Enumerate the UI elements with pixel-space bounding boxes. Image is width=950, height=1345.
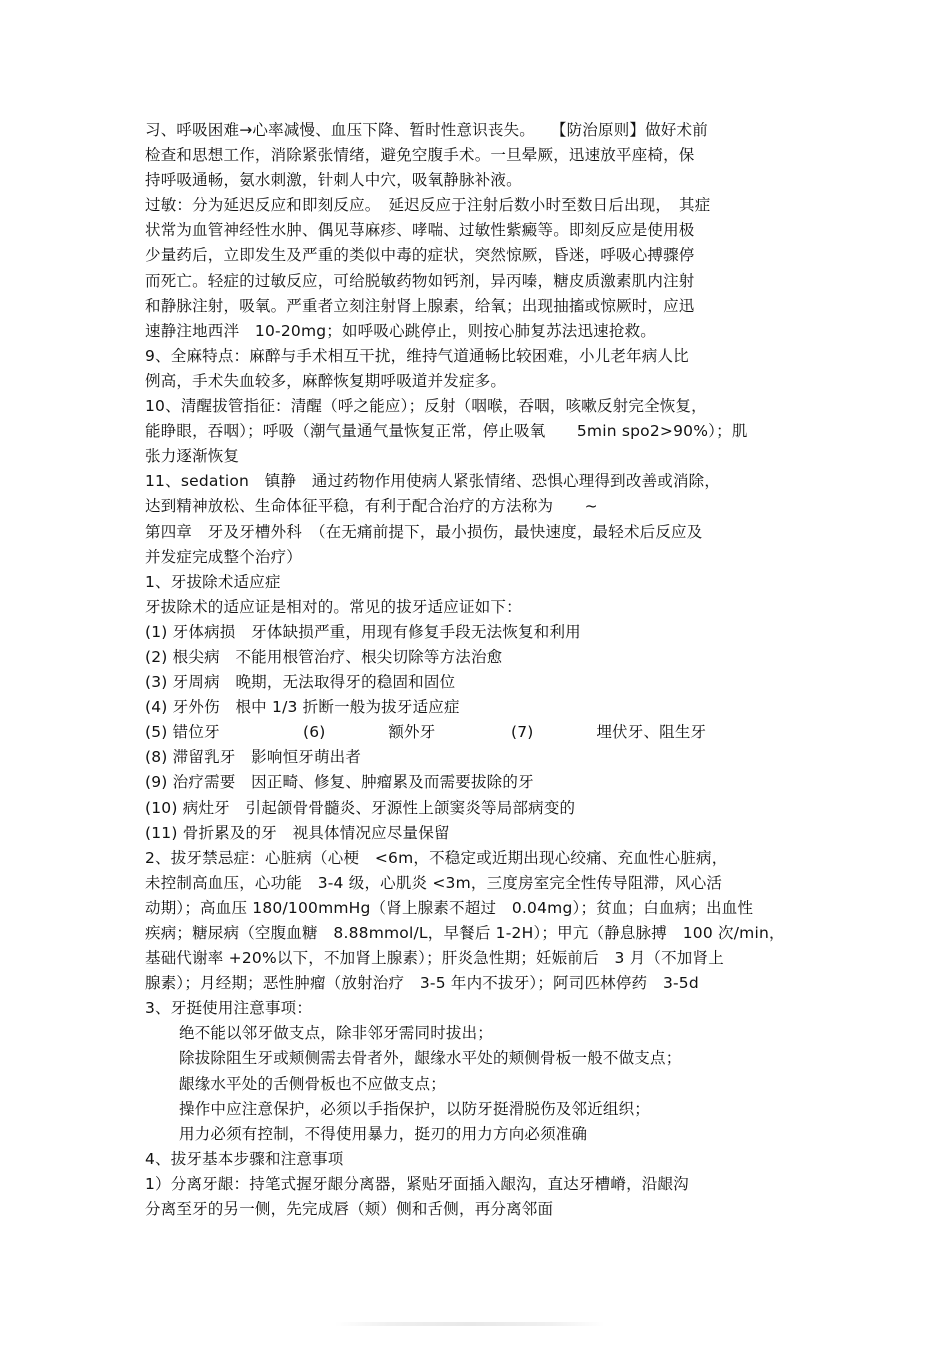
text-line: 而死亡。轻症的过敏反应，可给脱敏药物如钙剂，异丙嗪，糖皮质激素肌内注射	[145, 271, 695, 290]
text-line: (3) 牙周病 晚期，无法取得牙的稳固和固位	[145, 673, 456, 692]
text-line: 例高，手术失血较多，麻醉恢复期呼吸道并发症多。	[145, 371, 507, 390]
text-line: 疾病；糖尿病（空腹血糖 8.88mmol/L，早餐后 1-2H）；甲亢（静息脉搏 100 次/min，	[145, 924, 785, 942]
text-line: 检查和思想工作，消除紧张情绪，避免空腹手术。一旦晕厥，迅速放平座椅，保	[145, 146, 695, 165]
text-line: 10、清醒拔管指征：清醒（呼之能应）；反射（咽喉，吞咽，咳嗽反射完全恢复，	[145, 397, 707, 416]
text-line: 1、牙拔除术适应症	[145, 572, 281, 591]
text-line: 绝不能以邻牙做支点，除非邻牙需同时拔出；	[179, 1024, 494, 1043]
text-line: 基础代谢率 +20%以下，不加肾上腺素）；肝炎急性期；妊娠前后 3 月（不加肾上	[145, 949, 724, 968]
paragraph-block	[145, 118, 815, 720]
indication-row-5-7: (5) 错位牙 (6) 额外牙 (7) 埋伏牙、阻生牙	[145, 720, 815, 745]
text-line: 达到精神放松、生命体征平稳，有利于配合治疗的方法称为 ~	[145, 497, 598, 516]
text-line: 未控制高血压，心功能 3-4 级，心肌炎 <3m，三度房室完全性传导阻滞，风心活	[145, 873, 723, 892]
text-line: 除拔除阻生牙或颊侧需去骨者外，龈缘水平处的颊侧骨板一般不做支点；	[179, 1049, 682, 1068]
indication-6: (6) 额外牙	[303, 723, 436, 742]
text-line: 3、牙挺使用注意事项：	[145, 999, 313, 1018]
text-line: 牙拔除术的适应证是相对的。常见的拔牙适应证如下：	[145, 597, 522, 616]
text-line: 11、sedation 镇静 通过药物作用使病人紧张情绪、恐惧心理得到改善或消除，	[145, 472, 721, 491]
indication-5: (5) 错位牙	[145, 723, 220, 742]
text-line: (10) 病灶牙 引起颌骨骨髓炎、牙源性上颌窦炎等局部病变的	[145, 798, 576, 817]
text-line: 操作中应注意保护，必须以手指保护，以防牙挺滑脱伤及邻近组织；	[179, 1099, 651, 1118]
text-line: 2、拔牙禁忌症：心脏病（心梗 <6m，不稳定或近期出现心绞痛、充血性心脏病，	[145, 848, 728, 867]
text-line: (4) 牙外伤 根中 1/3 折断一般为拔牙适应症	[145, 698, 460, 717]
text-line: 1）分离牙龈：持笔式握牙龈分离器，紧贴牙面插入龈沟，直达牙槽嵴，沿龈沟	[145, 1174, 689, 1193]
text-line: 状常为血管神经性水肿、偶见荨麻疹、哮喘、过敏性紫癜等。即刻反应是使用极	[145, 221, 695, 240]
text-line: 张力逐渐恢复	[145, 447, 240, 466]
document-body	[145, 118, 815, 1222]
text-line: 分离至牙的另一侧，先完成唇（颊）侧和舌侧，再分离邻面	[145, 1200, 554, 1219]
text-line: 并发症完成整个治疗）	[145, 547, 303, 566]
text-line: 动期）；高血压 180/100mmHg（肾上腺素不超过 0.04mg）；贫血；白血病；出血性	[145, 898, 754, 917]
text-line: (2) 根尖病 不能用根管治疗、根尖切除等方法治愈	[145, 647, 503, 666]
text-line: (1) 牙体病损 牙体缺损严重，用现有修复手段无法恢复和利用	[145, 622, 581, 641]
paragraph-block	[145, 745, 815, 1021]
text-line: 能睁眼，吞咽）；呼吸（潮气量通气量恢复正常，停止吸氧 5min spo2>90%）；肌	[145, 422, 748, 441]
text-line: 和静脉注射，吸氧。严重者立刻注射肾上腺素，给氧；出现抽搐或惊厥时，应迅	[145, 296, 695, 315]
text-line: (11) 骨折累及的牙 视具体情况应尽量保留	[145, 823, 450, 842]
text-line: 用力必须有控制，不得使用暴力，挺刃的用力方向必须准确	[179, 1124, 588, 1143]
text-line: 速静注地西泮 10-20mg；如呼吸心跳停止，则按心肺复苏法迅速抢救。	[145, 321, 656, 340]
text-line: 习、呼吸困难→心率减慢、血压下降、暂时性意识丧失。 【防治原则】做好术前	[145, 121, 708, 139]
text-line: 第四章 牙及牙槽外科 （在无痛前提下，最小损伤，最快速度，最轻术后反应及	[145, 522, 703, 541]
paragraph-block	[145, 1147, 815, 1222]
text-line: 腺素）；月经期；恶性肿瘤（放射治疗 3-5 年内不拔牙）；阿司匹林停药 3-5d	[145, 974, 699, 993]
text-line: (9) 治疗需要 因正畸、修复、肿瘤累及而需要拔除的牙	[145, 773, 534, 792]
text-line: 过敏：分为延迟反应和即刻反应。 延迟反应于注射后数小时至数日后出现， 其症	[145, 196, 711, 215]
text-line: (8) 滞留乳牙 影响恒牙萌出者	[145, 748, 362, 767]
text-line: 4、拔牙基本步骤和注意事项	[145, 1149, 344, 1168]
text-line: 少量药后，立即发生及严重的类似中毒的症状，突然惊厥，昏迷，呼吸心搏骤停	[145, 246, 695, 265]
elevator-notes-list	[145, 1021, 815, 1146]
text-line: 9、全麻特点：麻醉与手术相互干扰，维持气道通畅比较困难，小儿老年病人比	[145, 346, 689, 365]
text-line: 龈缘水平处的舌侧骨板也不应做支点；	[179, 1074, 446, 1093]
text-line: 持呼吸通畅，氨水刺激，针刺人中穴，吸氧静脉补液。	[145, 171, 522, 190]
page-footer-mark	[335, 1322, 605, 1326]
